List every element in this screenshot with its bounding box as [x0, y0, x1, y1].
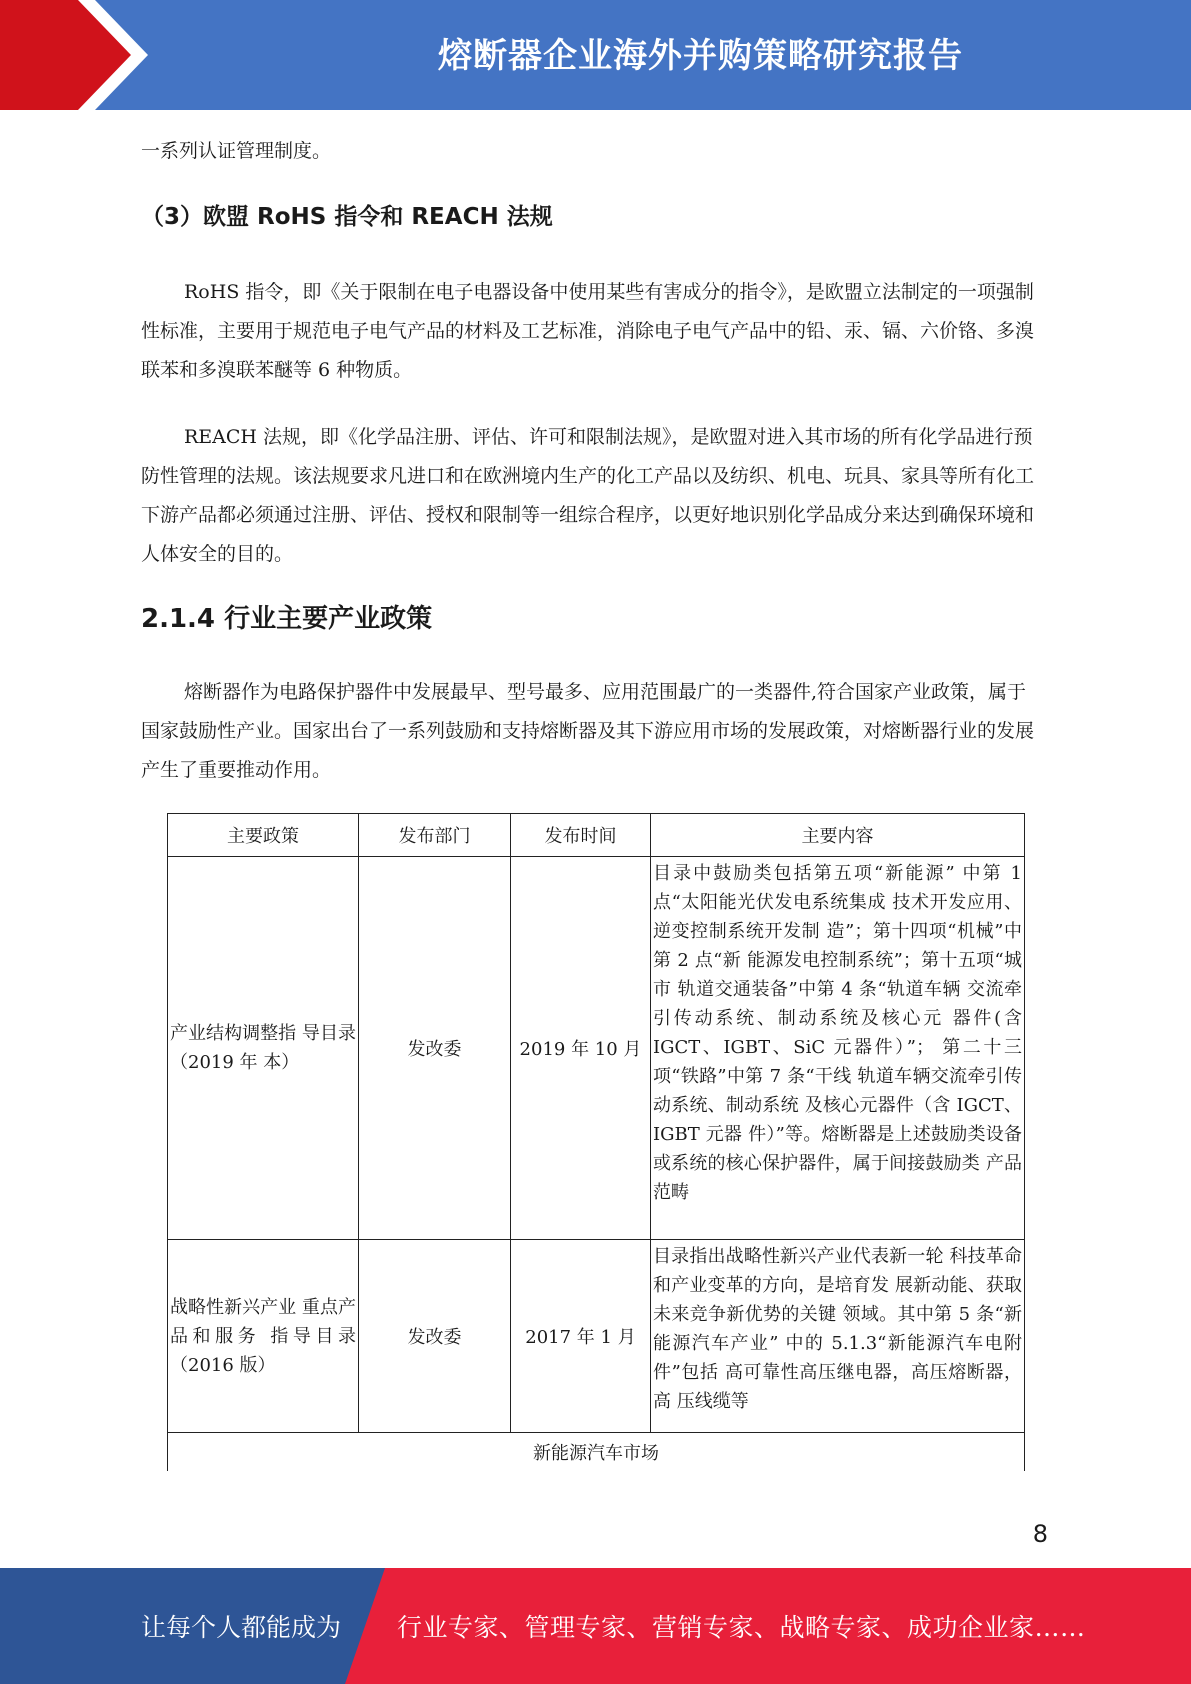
column-header-content: 主要内容	[651, 814, 1025, 857]
paragraph-reach: REACH 法规，即《化学品注册、评估、许可和限制法规》，是欧盟对进入其市场的所有化学品进行预防性管理的法规。该法规要求凡进口和在欧洲境内生产的化工产品以及纺织、机电、玩具、家具等所有化工下游产品都必须通过注册、评估、授权和限制等一组综合程序，以更好地识别化学品成分来达到确保环境和人体安全的目的。	[141, 426, 1035, 565]
table-header-row	[168, 814, 1025, 857]
paragraph-industry-policy: 熔断器作为电路保护器件中发展最早、型号最多、应用范围最广的一类器件,符合国家产业政策，属于国家鼓励性产业。国家出台了一系列鼓励和支持熔断器及其下游应用市场的发展政策，对熔断器行业的发展产生了重要推动作用。	[141, 681, 1035, 781]
column-header-policy: 主要政策	[168, 814, 359, 857]
report-title: 熔断器企业海外并购策略研究报告	[438, 35, 963, 76]
date-cell: 2017 年 1 月	[511, 1240, 651, 1433]
content-cell: 目录中鼓励类包括第五项“新能源” 中第 1 点“太阳能光伏发电系统集成 技术开发应用、逆变控制系统开发制 造”；第十四项“机械”中第 2 点“新 能源发电控制系统”；第十五项“城市 轨道交通装备”中第 4 条“轨道车辆 交流牵引传动系统、制动系统及核心元 器件(含 IGCT、IGBT、SiC 元器件）”； 第二十三项“铁路”中第 7 条“干线 轨道车辆交流牵引传动系统、制动系统 及核心元器件（含 IGCT、IGBT 元器 件）”等。熔断器是上述鼓励类设备或系统的核心保护器件，属于间接鼓励类 产品范畴	[651, 857, 1025, 1240]
table-section-row	[168, 1433, 1025, 1472]
content-cell: 目录指出战略性新兴产业代表新一轮 科技革命和产业变革的方向，是培育发 展新动能、获取未来竞争新优势的关键 领域。其中第 5 条“新能源汽车产业” 中的 5.1.3“新能源汽车电附件”包括 高可靠性高压继电器，高压熔断器，高 压线缆等	[651, 1240, 1025, 1433]
date-cell: 2019 年 10 月	[511, 857, 651, 1240]
paragraph-rohs: RoHS 指令，即《关于限制在电子电器设备中使用某些有害成分的指令》，是欧盟立法制定的一项强制性标准，主要用于规范电子电气产品的材料及工艺标准，消除电子电气产品中的铅、汞、镉、六价铬、多溴联苯和多溴联苯醚等 6 种物质。	[141, 281, 1035, 381]
department-cell: 发改委	[359, 857, 511, 1240]
column-header-date: 发布时间	[511, 814, 651, 857]
paragraph-continuation: 一系列认证管理制度。	[141, 140, 332, 162]
policy-name-cell: 产业结构调整指 导目录（2019 年 本）	[168, 857, 359, 1240]
page-header	[0, 0, 1191, 110]
table-row	[168, 1240, 1025, 1433]
policy-name-cell: 战略性新兴产业 重点产品和服务 指导目录（2016 版）	[168, 1240, 359, 1433]
footer-slogan-right: 行业专家、管理专家、营销专家、战略专家、成功企业家……	[397, 1613, 1086, 1642]
footer-slogan-left: 让每个人都能成为	[141, 1613, 342, 1642]
policy-table	[167, 813, 1025, 1471]
page-number: 8	[1032, 1520, 1048, 1548]
header-arrow-decoration	[0, 0, 260, 110]
page-footer	[0, 1568, 1191, 1684]
section-heading-industry-policy: 2.1.4 行业主要产业政策	[141, 604, 433, 634]
department-cell: 发改委	[359, 1240, 511, 1433]
section-row-label: 新能源汽车市场	[168, 1433, 1025, 1472]
column-header-department: 发布部门	[359, 814, 511, 857]
table-row	[168, 857, 1025, 1240]
section-heading-rohs-reach: （3）欧盟 RoHS 指令和 REACH 法规	[141, 204, 553, 230]
